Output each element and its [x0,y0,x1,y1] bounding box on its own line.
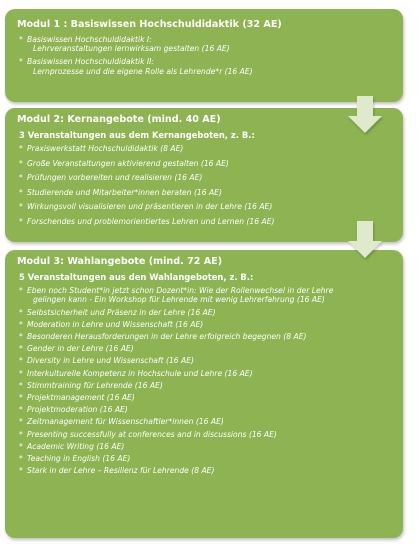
module-2-item: * Wirkungsvoll visualisieren und präsentieren in der Lehre (16 AE) [27,202,393,211]
module-3-item: * Moderation in Lehre und Wissenschaft (16 AE) [27,320,393,329]
module-3-item: * Besonderen Herausforderungen in der Lehre erfolgreich begegnen (8 AE) [27,332,393,341]
module-3-item: * Presenting successfully at conferences and in discussions (16 AE) [27,430,393,439]
module-3-item: * Interkulturelle Kompetenz in Hochschule und Lehre (16 AE) [27,369,393,378]
module-2-title: Modul 2: Kernangebote (mind. 40 AE) [17,114,221,125]
module-3-item: * Teaching in English (16 AE) [27,454,393,463]
item-line-2: Lernprozesse und die eigene Rolle als Lehrende*r (16 AE) [33,66,253,76]
module-3-item [27,286,393,305]
module-3-item: * Stark in der Lehre – Resilienz für Lehrende (8 AE) [27,466,393,475]
module-3-subtitle: 5 Veranstaltungen aus den Wahlangeboten, z. B.: [19,272,254,282]
module-1-item [27,35,393,54]
module-3-item: * Stimmtraining für Lehrende (16 AE) [27,381,393,390]
down-arrow-icon [347,96,383,134]
module-2-item: * Große Veranstaltungen aktivierend gestalten (16 AE) [27,159,393,168]
module-1-item [27,57,393,76]
item-line: Basiswissen Hochschuldidaktik II: [27,57,154,67]
module-3-item: * Diversity in Lehre und Wissenschaft (16 AE) [27,356,393,365]
item-line: Eben noch Student*in jetzt schon Dozent*in: Wie der Rollenwechsel in der Lehre [27,286,334,295]
module-1-title: Modul 1 : Basiswissen Hochschuldidaktik (32 AE) [17,19,282,30]
module-3-item: * Zeitmanagement für Wissenschaftler*innen (16 AE) [27,417,393,426]
item-line-2: gelingen kann - Ein Workshop für Lehrende mit wenig Lehrerfahrung (16 AE) [33,295,325,305]
module-3-item: * Academic Writing (16 AE) [27,442,393,451]
module-3-item: * Gender in der Lehre (16 AE) [27,344,393,353]
module-2-item: * Praxiswerkstatt Hochschuldidaktik (8 AE) [27,144,393,153]
module-2-item: * Studierende und Mitarbeiter*innen beraten (16 AE) [27,188,393,197]
down-arrow-icon [347,221,383,259]
module-2-item: * Prüfungen vorbereiten und realisieren (16 AE) [27,173,393,182]
item-line-2: Lehrveranstaltungen lernwirksam gestalten (16 AE) [33,44,230,54]
module-1-box [5,9,403,102]
module-2-box [5,108,403,242]
module-3-title: Modul 3: Wahlangebote (mind. 72 AE) [17,256,223,267]
module-2-subtitle: 3 Veranstaltungen aus dem Kernangeboten, z. B.: [19,130,255,140]
item-line: Basiswissen Hochschuldidaktik I: [27,35,152,44]
module-3-item: * Projektmanagement (16 AE) [27,393,393,402]
module-3-item: * Projektmoderation (16 AE) [27,405,393,414]
module-3-item: * Selbstsicherheit und Präsenz in der Lehre (16 AE) [27,308,393,317]
module-2-item: * Forschendes und problemorientiertes Lehren und Lernen (16 AE) [27,217,393,226]
module-3-box [5,250,403,538]
